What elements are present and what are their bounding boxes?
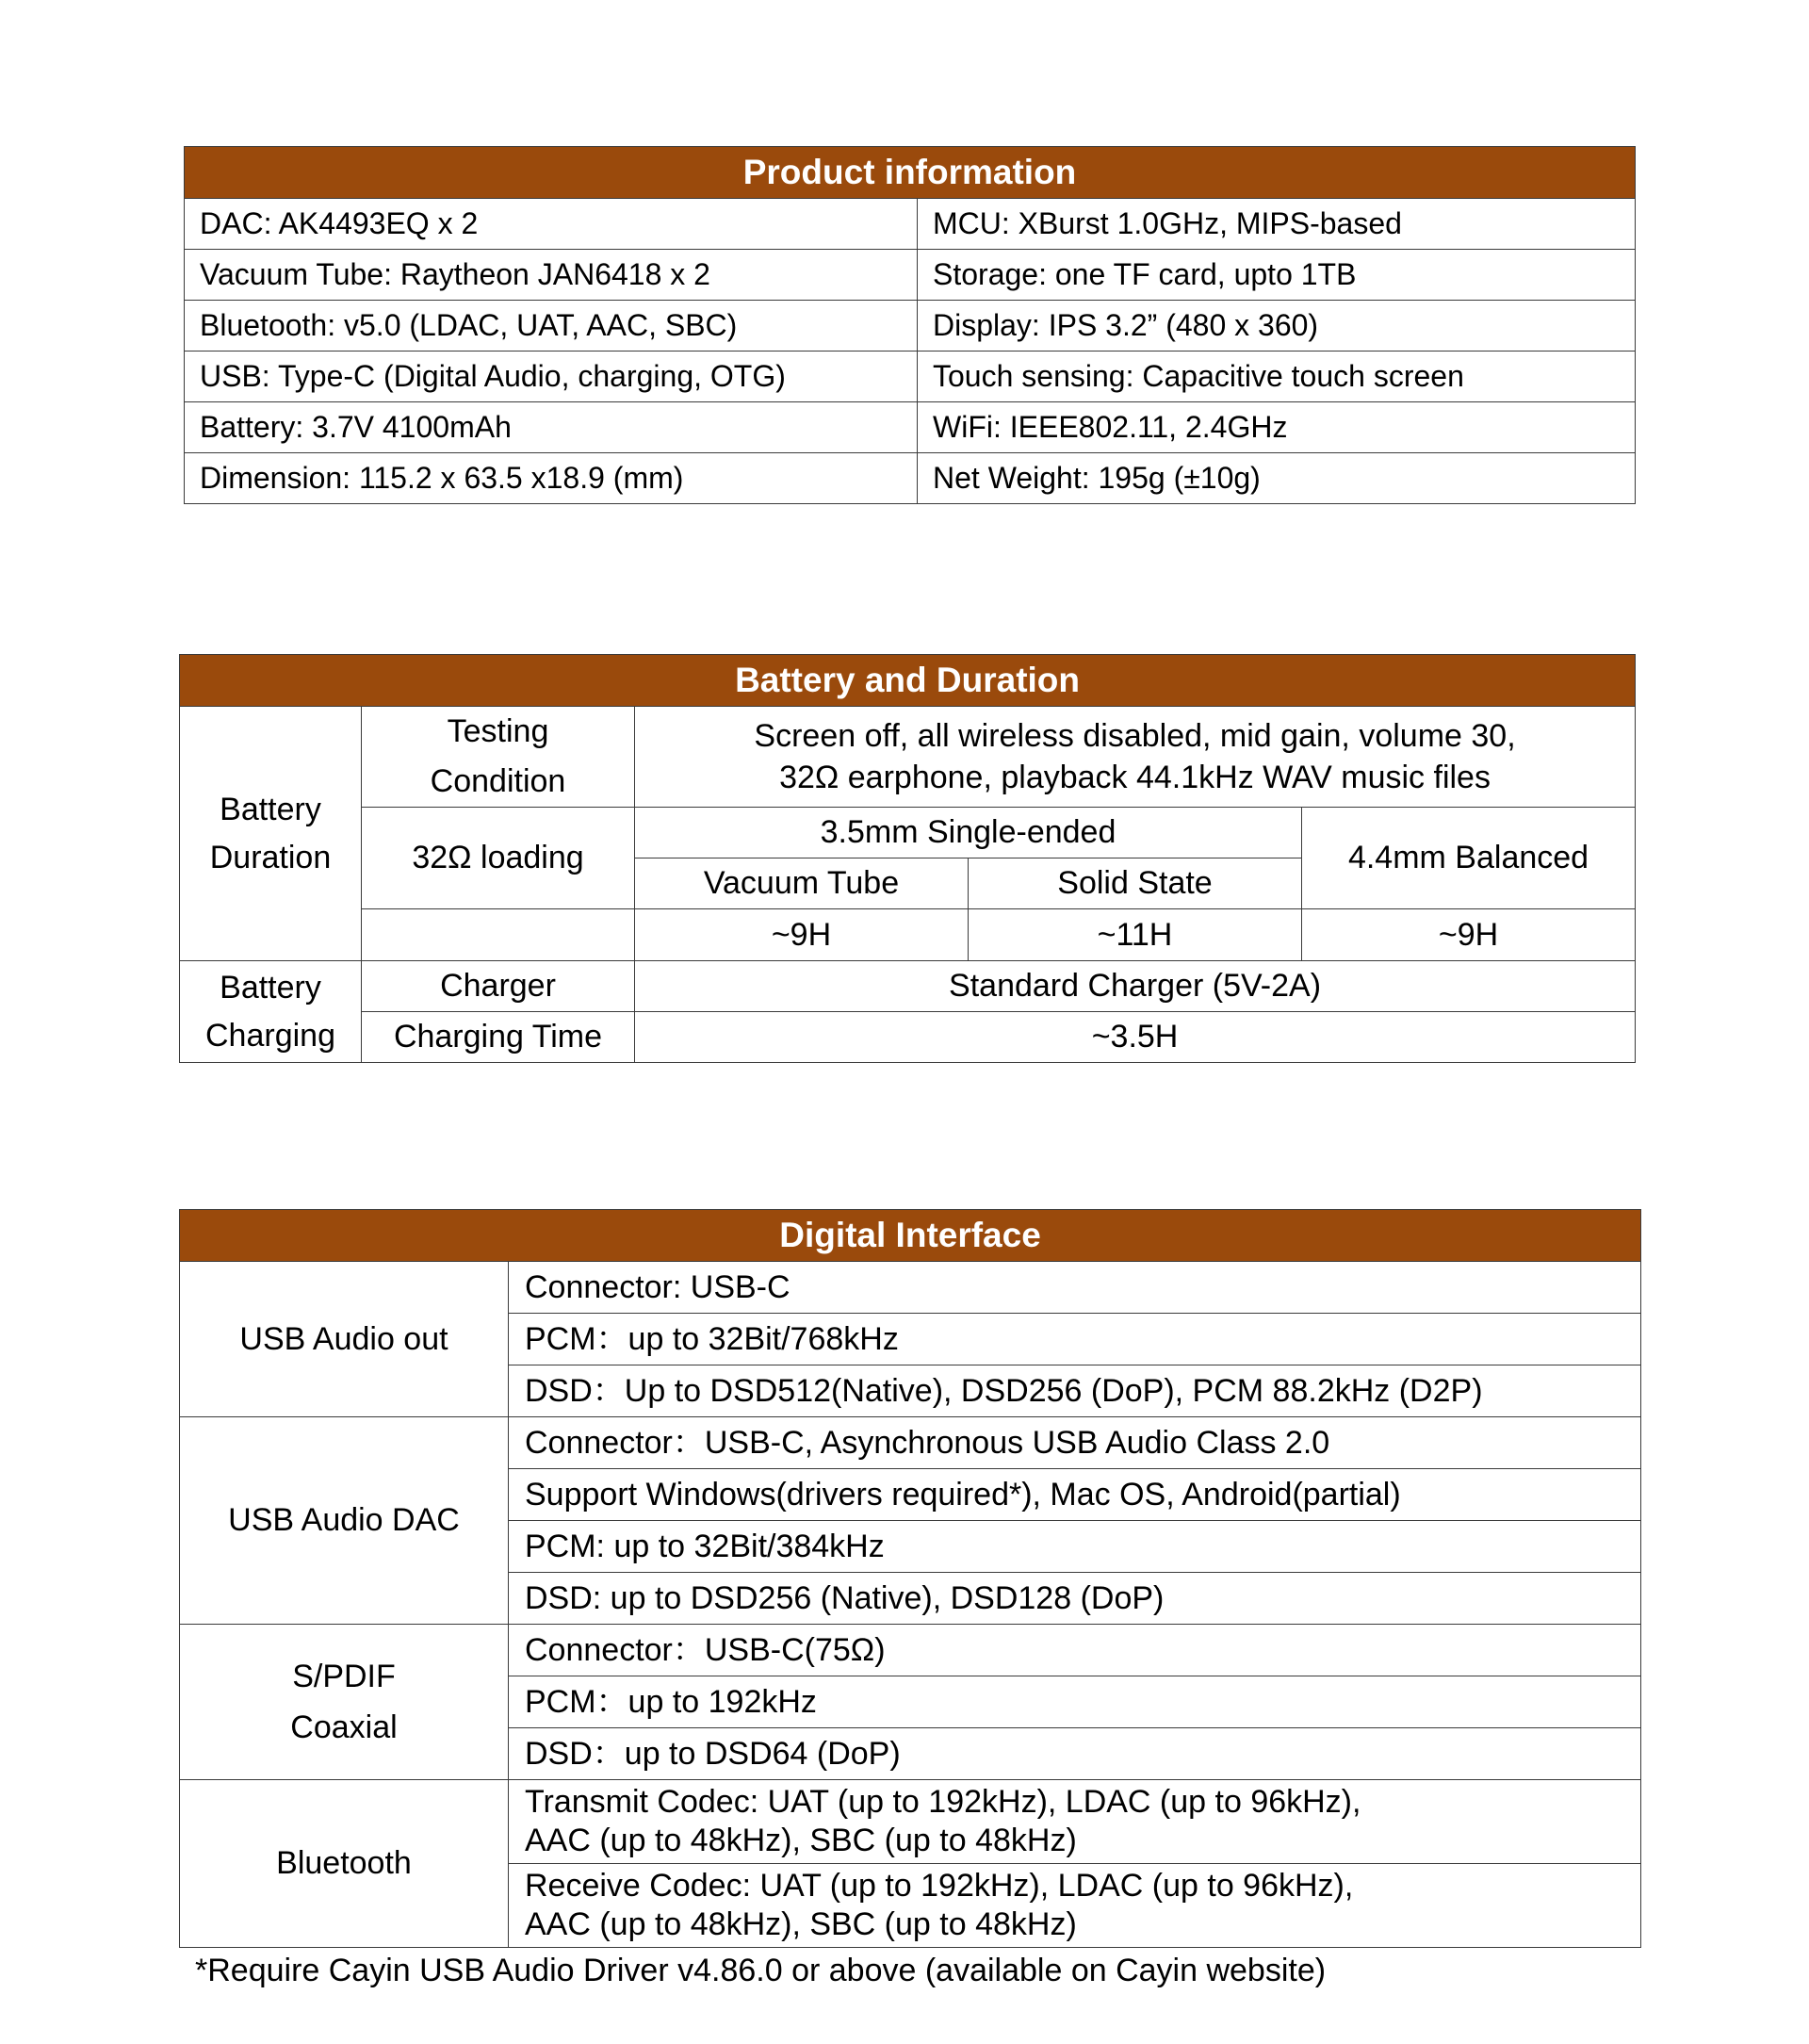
bluetooth-receive-line-2: AAC (up to 48kHz), SBC (up to 48kHz) [525, 1906, 1077, 1942]
usb-dac-pcm: PCM: up to 32Bit/384kHz [509, 1521, 1641, 1573]
usb-audio-dac-label: USB Audio DAC [180, 1417, 509, 1625]
table-row [185, 453, 1636, 504]
table-row [180, 1625, 1641, 1676]
table-row [180, 707, 1636, 808]
charging-time-value: ~3.5H [635, 1012, 1636, 1063]
usb-out-connector: Connector: USB-C [509, 1262, 1641, 1314]
bluetooth-receive-codec [509, 1864, 1641, 1948]
product-information-title: Product information [185, 147, 1636, 199]
spec-mcu: MCU: XBurst 1.0GHz, MIPS-based [918, 199, 1636, 250]
table-row [180, 1262, 1641, 1314]
bluetooth-label: Bluetooth [180, 1780, 509, 1948]
table-row [185, 352, 1636, 402]
testing-condition-value-line-2: 32Ω earphone, playback 44.1kHz WAV music files [779, 760, 1491, 795]
table-row [185, 250, 1636, 301]
spec-battery: Battery: 3.7V 4100mAh [185, 402, 918, 453]
spdif-pcm: PCM：up to 192kHz [509, 1676, 1641, 1728]
usb-out-dsd: DSD：Up to DSD512(Native), DSD256 (DoP), PCM 88.2kHz (D2P) [509, 1365, 1641, 1417]
charger-label: Charger [362, 961, 635, 1012]
spdif-connector: Connector：USB-C(75Ω) [509, 1625, 1641, 1676]
table-row [180, 1417, 1641, 1469]
bluetooth-receive-line-1: Receive Codec: UAT (up to 192kHz), LDAC (up to 96kHz), [525, 1867, 1354, 1904]
spec-bluetooth: Bluetooth: v5.0 (LDAC, UAT, AAC, SBC) [185, 301, 918, 352]
spec-display: Display: IPS 3.2” (480 x 360) [918, 301, 1636, 352]
table-row [185, 301, 1636, 352]
spec-vacuum-tube: Vacuum Tube: Raytheon JAN6418 x 2 [185, 250, 918, 301]
bluetooth-transmit-line-2: AAC (up to 48kHz), SBC (up to 48kHz) [525, 1823, 1077, 1858]
battery-duration-label-line-1: Battery [220, 791, 321, 827]
vacuum-tube-header: Vacuum Tube [635, 858, 969, 909]
spdif-dsd: DSD：up to DSD64 (DoP) [509, 1728, 1641, 1780]
usb-out-pcm: PCM：up to 32Bit/768kHz [509, 1314, 1641, 1365]
table-row [185, 199, 1636, 250]
spec-dac: DAC: AK4493EQ x 2 [185, 199, 918, 250]
testing-condition-label-line-1: Testing [447, 713, 549, 750]
spec-storage: Storage: one TF card, upto 1TB [918, 250, 1636, 301]
loading-label: 32Ω loading [362, 808, 635, 909]
bluetooth-transmit-line-1: Transmit Codec: UAT (up to 192kHz), LDAC (up to 96kHz), [525, 1783, 1361, 1820]
balanced-header: 4.4mm Balanced [1302, 808, 1636, 909]
battery-charging-label-line-1: Battery [220, 969, 321, 1006]
bluetooth-transmit-codec [509, 1780, 1641, 1864]
charging-time-label: Charging Time [362, 1012, 635, 1063]
table-row [180, 909, 1636, 961]
table-row [180, 1012, 1636, 1063]
testing-condition-value [635, 707, 1636, 808]
testing-condition-label-line-2: Condition [430, 763, 566, 799]
product-information-table [184, 146, 1636, 504]
table-row [185, 402, 1636, 453]
spec-wifi: WiFi: IEEE802.11, 2.4GHz [918, 402, 1636, 453]
battery-charging-label [180, 961, 362, 1063]
balanced-duration: ~9H [1302, 909, 1636, 961]
spec-net-weight: Net Weight: 195g (±10g) [918, 453, 1636, 504]
battery-duration-label-line-2: Duration [209, 839, 332, 875]
solid-state-header: Solid State [969, 858, 1302, 909]
loading-empty-cell [362, 909, 635, 961]
usb-dac-connector: Connector：USB-C, Asynchronous USB Audio Class 2.0 [509, 1417, 1641, 1469]
usb-dac-dsd: DSD: up to DSD256 (Native), DSD128 (DoP) [509, 1573, 1641, 1625]
digital-interface-table [179, 1209, 1641, 1948]
solid-state-duration: ~11H [969, 909, 1302, 961]
battery-duration-table [179, 654, 1636, 1063]
spec-touch-sensing: Touch sensing: Capacitive touch screen [918, 352, 1636, 402]
battery-duration-title: Battery and Duration [180, 655, 1636, 707]
battery-duration-label [180, 707, 362, 961]
battery-charging-label-line-2: Charging [205, 1017, 335, 1054]
testing-condition-label [362, 707, 635, 808]
usb-dac-support: Support Windows(drivers required*), Mac OS, Android(partial) [509, 1469, 1641, 1521]
spdif-coaxial-label [180, 1625, 509, 1780]
spec-dimension: Dimension: 115.2 x 63.5 x18.9 (mm) [185, 453, 918, 504]
vacuum-tube-duration: ~9H [635, 909, 969, 961]
testing-condition-value-line-1: Screen off, all wireless disabled, mid gain, volume 30, [754, 717, 1516, 754]
table-row [180, 1780, 1641, 1864]
single-ended-header: 3.5mm Single-ended [635, 808, 1302, 858]
table-row [180, 808, 1636, 858]
spdif-label-line-1: S/PDIF [292, 1658, 396, 1694]
usb-audio-out-label: USB Audio out [180, 1262, 509, 1417]
charger-value: Standard Charger (5V-2A) [635, 961, 1636, 1012]
table-row [180, 961, 1636, 1012]
digital-interface-title: Digital Interface [180, 1210, 1641, 1262]
driver-footnote: *Require Cayin USB Audio Driver v4.86.0 or above (available on Cayin website) [195, 1953, 1327, 1988]
spdif-label-line-2: Coaxial [290, 1709, 398, 1745]
spec-usb: USB: Type-C (Digital Audio, charging, OTG) [185, 352, 918, 402]
